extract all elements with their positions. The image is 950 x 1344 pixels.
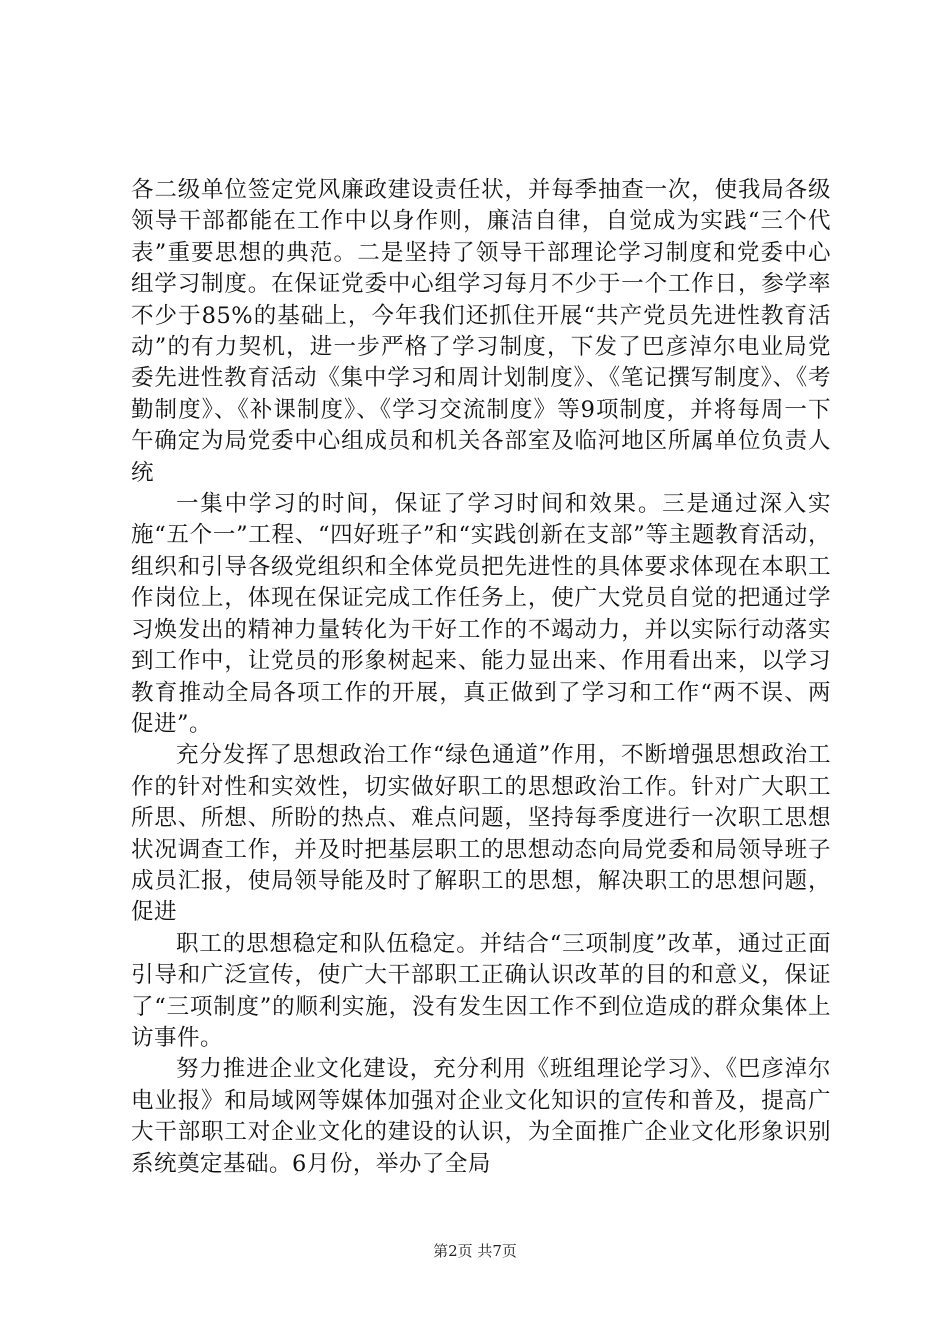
document-body — [131, 175, 831, 1180]
paragraph-4: 职工的思想稳定和队伍稳定。并结合“三项制度”改革，通过正面引导和广泛宣传，使广大干部职工正确认识改革的目的和意义，保证了“三项制度”的顺利实施，没有发生因工作不到位造成的群众集体上访事件。 — [131, 930, 831, 1051]
paragraph-2: 一集中学习的时间，保证了学习时间和效果。三是通过深入实施“五个一”工程、“四好班子”和“实践创新在支部”等主题教育活动，组织和引导各级党组织和全体党员把先进性的具体要求体现在本职工作岗位上，体现在保证完成工作任务上，使广大党员自觉的把通过学习焕发出的精神力量转化为干好工作的不竭动力，并以实际行动落实到工作中，让党员的形象树起来、能力显出来、作用看出来，以学习教育推动全局各项工作的开展，真正做到了学习和工作“两不误、两促进”。 — [131, 491, 831, 737]
paragraph-1: 各二级单位签定党风廉政建设责任状，并每季抽查一次，使我局各级领导干部都能在工作中以身作则，廉洁自律，自觉成为实践“三个代表”重要思想的典范。二是坚持了领导干部理论学习制度和党委中心组学习制度。在保证党委中心组学习每月不少于一个工作日，参学率不少于85%的基础上，今年我们还抓住开展“共产党员先进性教育活动”的有力契机，进一步严格了学习制度，下发了巴彦淖尔电业局党委先进性教育活动《集中学习和周计划制度》、《笔记撰写制度》、《考勤制度》、《补课制度》、《学习交流制度》等9项制度，并将每周一下午确定为局党委中心组成员和机关各部室及临河地区所属单位负责人统 — [131, 177, 831, 486]
paragraph-3: 充分发挥了思想政治工作“绿色通道”作用，不断增强思想政治工作的针对性和实效性，切实做好职工的思想政治工作。针对广大职工所思、所想、所盼的热点、难点问题，坚持每季度进行一次职工思想状况调查工作，并及时把基层职工的思想动态向局党委和局领导班子成员汇报，使局领导能及时了解职工的思想，解决职工的思想问题，促进 — [131, 742, 831, 926]
page-number-footer: 第2页 共7页 — [433, 1242, 517, 1260]
paragraph-5: 努力推进企业文化建设，充分利用《班组理论学习》、《巴彦淖尔电业报》和局域网等媒体加强对企业文化知识的宣传和普及，提高广大干部职工对企业文化的建设的认识，为全面推广企业文化形象识别系统奠定基础。6月份，举办了全局 — [131, 1056, 831, 1177]
